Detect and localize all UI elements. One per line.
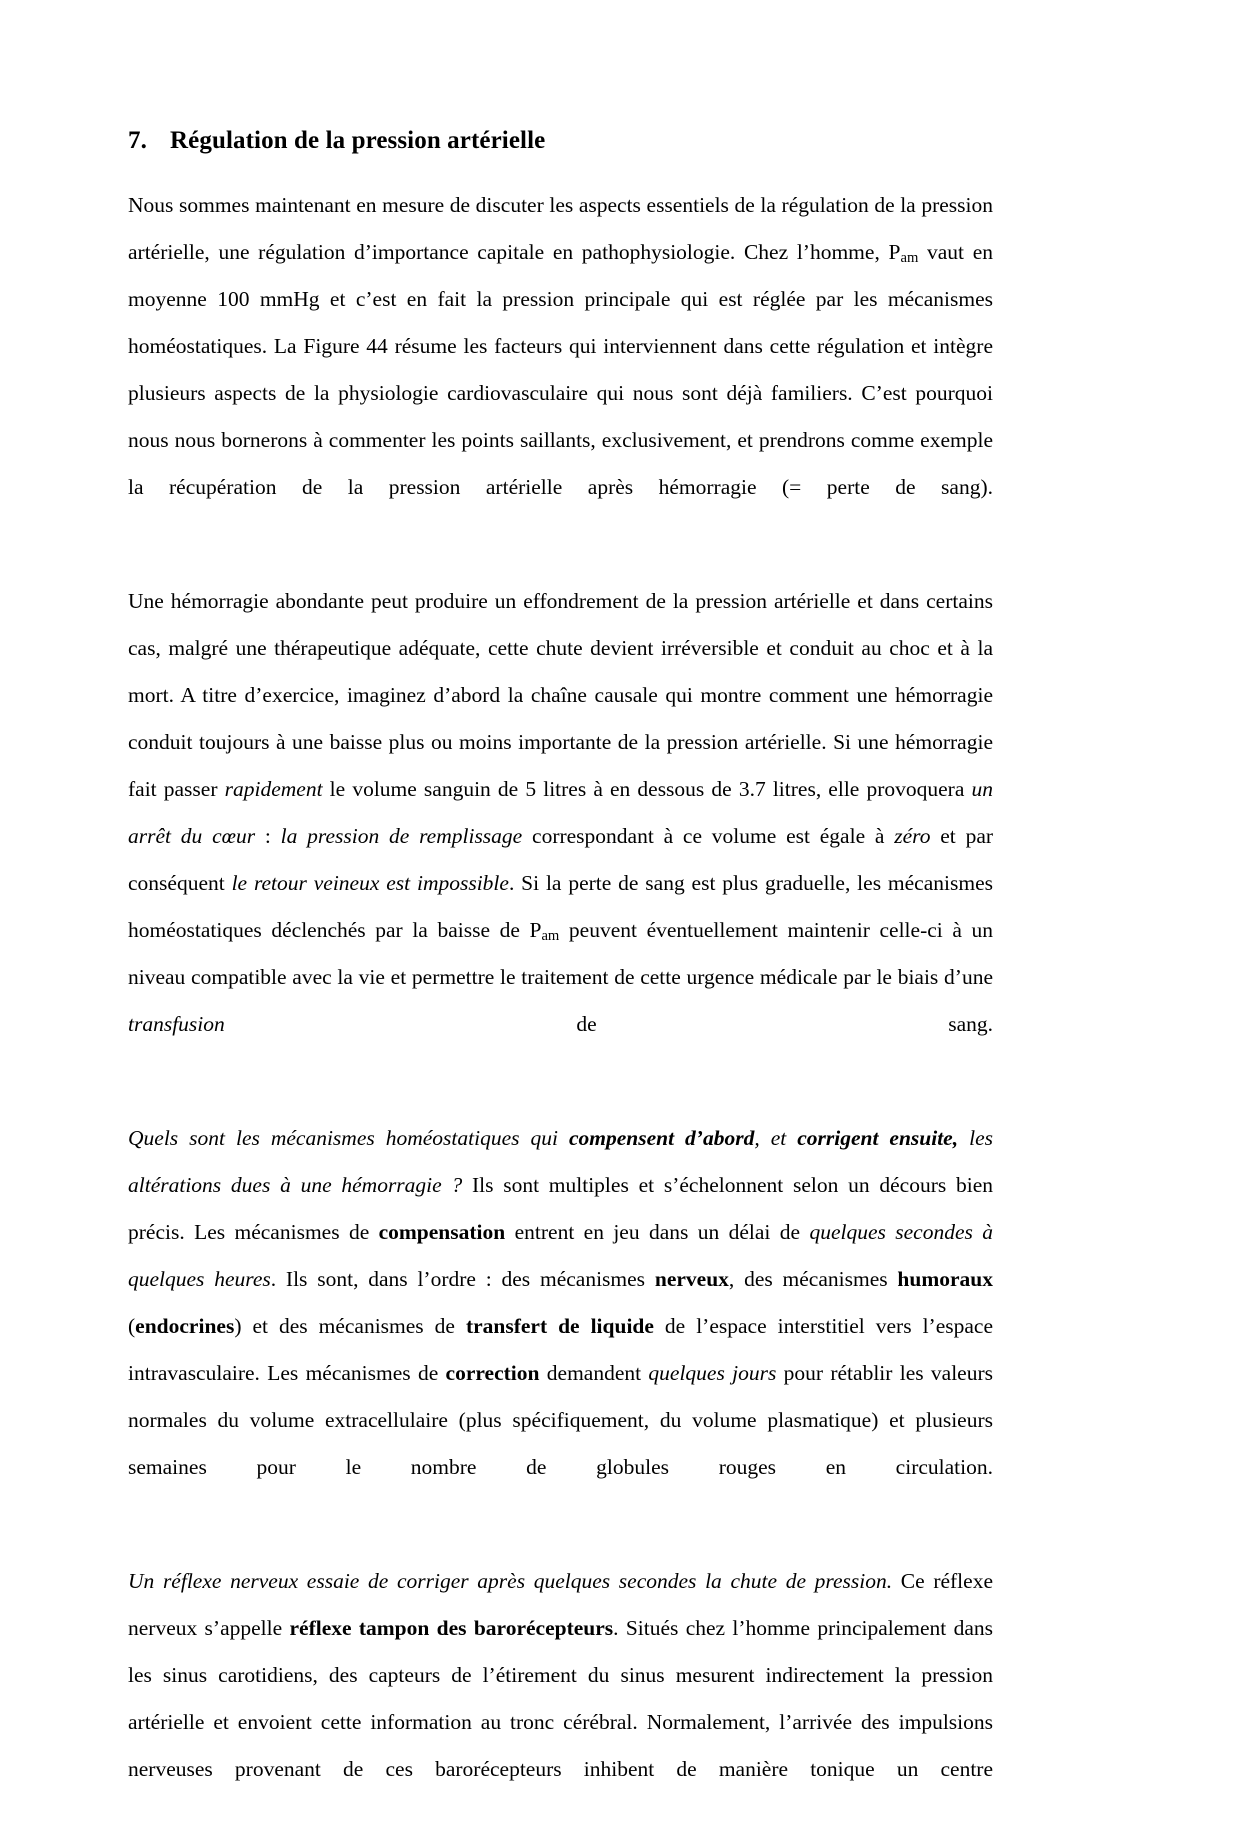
text-run-n: pour rétablir les valeurs normales du volume extracellulaire (plus spécifiquement, du volume plasmatique) et plusieurs semaines pour le nombre de globules rouges en circulation.: [128, 1361, 994, 1479]
text-run-n: . Si la perte de sang est plus graduelle, les mécanismes homéostatiques déclenchés par la baisse de P: [128, 871, 993, 942]
text-run-i: la pression de remplissage: [280, 824, 523, 848]
paragraph-list: [128, 182, 993, 1840]
section-heading: [128, 126, 993, 156]
text-run-n: :: [255, 824, 281, 848]
text-run-b: compensation: [378, 1220, 506, 1244]
text-run-i: , et: [754, 1126, 798, 1150]
body-paragraph: [128, 578, 993, 1095]
text-run-n: , des mécanismes: [728, 1267, 898, 1291]
text-run-n: vaut en moyenne 100 mmHg et c’est en fait la pression principale qui est réglée par les mécanismes homéostatiques. La Figure 44 résume les facteurs qui interviennent dans cette régulation et intègre plusieurs aspects de la physiologie cardiovasculaire qui nous sont déjà familiers. C’est pourquoi nous nous bornerons à commenter les points saillants, exclusivement, et prendrons comme exemple la récupération de la pression artérielle après hémorragie (= perte de sang).: [128, 240, 994, 499]
text-run-n: Ils sont multiples et s’échelonnent selon un décours bien précis. Les mécanismes de: [128, 1173, 993, 1244]
text-run-i: rapidement: [224, 777, 323, 801]
text-run-n: et par conséquent: [128, 824, 994, 895]
text-run-i: transfusion: [128, 1012, 225, 1036]
text-run-b: endocrines: [135, 1314, 235, 1338]
text-run-n: ) et des mécanismes de: [234, 1314, 466, 1338]
text-run-b: humoraux: [897, 1267, 993, 1291]
text-run-i: Un réflexe nerveux essaie de corriger après quelques secondes la chute de pression.: [128, 1569, 893, 1593]
body-paragraph: [128, 182, 993, 558]
body-paragraph: [128, 1115, 993, 1538]
text-run-i: le retour veineux est impossible: [231, 871, 509, 895]
text-run-b: nerveux: [654, 1267, 729, 1291]
text-run-i: quelques jours: [648, 1361, 777, 1385]
text-run-bi: compensent d’abord: [568, 1126, 755, 1150]
text-run-n: correspondant à ce volume est égale à: [522, 824, 895, 848]
text-run-sub: am: [541, 928, 560, 945]
text-run-n: . Ils sont, dans l’ordre : des mécanismes: [270, 1267, 655, 1291]
text-run-n: (: [128, 1314, 136, 1338]
text-run-n: peuvent éventuellement maintenir celle-ci à un niveau compatible avec la vie et permettre le traitement de cette urgence médicale par le biais d’une: [128, 918, 994, 989]
text-run-n: . Situés chez l’homme principalement dans les sinus carotidiens, des capteurs de l’étirement du sinus mesurent indirectement la pression artérielle et envoient cette information au tronc cérébral. Normalement, l’arrivée des impulsions nerveuses provenant de ces barorécepteurs inhibent de manière tonique un centre: [128, 1616, 993, 1781]
text-run-n: Une hémorragie abondante peut produire un effondrement de la pression artérielle et dans certains cas, malgré une thérapeutique adéquate, cette chute devient irréversible et conduit au choc et à la mort. A titre d’exercice, imaginez d’abord la chaîne causale qui montre comment une hémorragie conduit toujours à une baisse plus ou moins importante de la pression artérielle. Si une hémorragie fait passer: [128, 589, 993, 801]
text-run-sub: am: [900, 250, 919, 267]
text-run-b: réflexe tampon des barorécepteurs: [289, 1616, 614, 1640]
text-run-b: correction: [445, 1361, 540, 1385]
page-content: [128, 126, 993, 1840]
text-run-i: quelques secondes à quelques heures: [128, 1220, 993, 1291]
text-run-i: les altérations dues à une hémorragie ?: [128, 1126, 993, 1197]
text-run-n: Ce réflexe nerveux s’appelle: [128, 1569, 993, 1640]
text-run-b: transfert de liquide: [465, 1314, 654, 1338]
text-run-n: demandent: [539, 1361, 649, 1385]
text-run-n: entrent en jeu dans un délai de: [505, 1220, 810, 1244]
body-paragraph: [128, 1558, 993, 1840]
text-run-i: Quels sont les mécanismes homéostatiques qui: [128, 1126, 569, 1150]
text-run-n: de sang.: [224, 1012, 993, 1036]
text-run-n: le volume sanguin de 5 litres à en dessous de 3.7 litres, elle provoquera: [322, 777, 972, 801]
text-run-n: Nous sommes maintenant en mesure de discuter les aspects essentiels de la régulation de la pression artérielle, une régulation d’importance capitale en pathophysiologie. Chez l’homme, P: [128, 193, 993, 264]
section-number: 7.: [128, 127, 147, 154]
text-run-n: de l’espace interstitiel vers l’espace intravasculaire. Les mécanismes de: [128, 1314, 993, 1385]
text-run-i: zéro: [894, 824, 931, 848]
text-run-bi: corrigent ensuite,: [797, 1126, 959, 1150]
text-run-i: un arrêt du cœur: [128, 777, 993, 848]
section-title: Régulation de la pression artérielle: [170, 127, 546, 154]
